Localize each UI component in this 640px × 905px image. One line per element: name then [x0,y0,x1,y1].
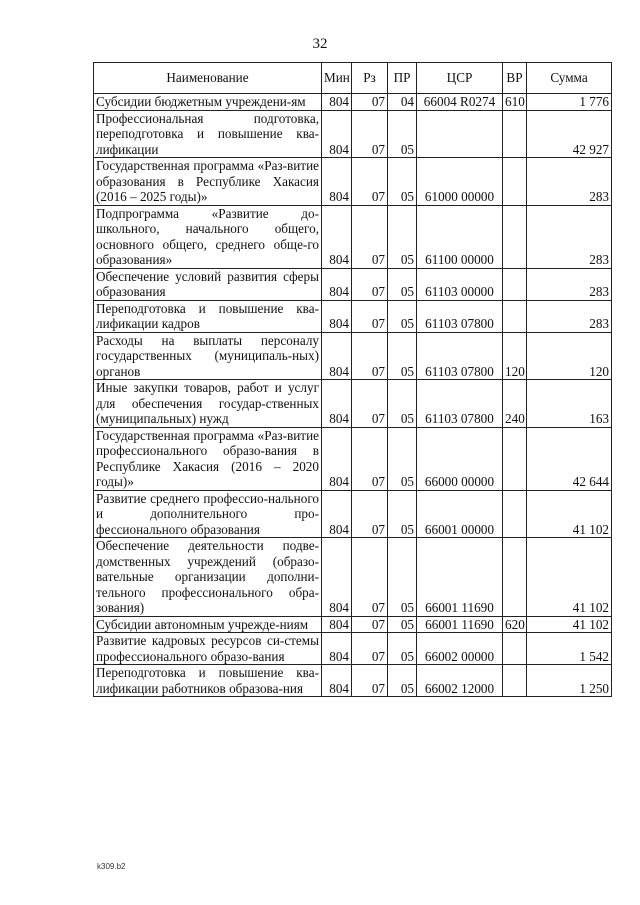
footer-code: k309.b2 [97,862,126,871]
cell-csr: 66004 R0274 [417,94,503,111]
cell-name: Профессиональная подготовка, переподготовка и повышение ква-лификации [94,110,322,158]
cell-name: Государственная программа «Раз-витие профессионального образо-вания в Республике Хакасия (2016 – 2020 годы)» [94,427,322,490]
cell-csr: 66001 11690 [417,538,503,617]
cell-csr: 66001 11690 [417,616,503,633]
cell-min: 804 [322,490,352,538]
cell-sum: 42 927 [527,110,612,158]
cell-min: 804 [322,268,352,300]
cell-pr: 05 [388,110,417,158]
table-row [94,380,612,428]
cell-rz: 07 [352,490,388,538]
cell-vr [503,427,527,490]
cell-pr: 05 [388,205,417,268]
cell-vr [503,110,527,158]
table-row [94,94,612,111]
cell-pr: 05 [388,490,417,538]
cell-name: Обеспечение деятельности подве-домственных учреждений (образо-вательные организации дополни-тельного профессионального обра-зования) [94,538,322,617]
cell-min: 804 [322,616,352,633]
cell-rz: 07 [352,616,388,633]
cell-rz: 07 [352,158,388,206]
cell-min: 804 [322,380,352,428]
cell-sum: 163 [527,380,612,428]
cell-vr [503,205,527,268]
cell-min: 804 [322,427,352,490]
table-row [94,538,612,617]
cell-min: 804 [322,332,352,380]
cell-pr: 05 [388,158,417,206]
cell-min: 804 [322,94,352,111]
cell-sum: 42 644 [527,427,612,490]
cell-rz: 07 [352,268,388,300]
cell-min: 804 [322,158,352,206]
header-sum: Сумма [527,63,612,94]
table-row [94,205,612,268]
cell-rz: 07 [352,110,388,158]
cell-pr: 05 [388,427,417,490]
table-row [94,158,612,206]
cell-sum: 283 [527,158,612,206]
cell-sum: 1 776 [527,94,612,111]
cell-pr: 05 [388,633,417,665]
cell-sum: 120 [527,332,612,380]
cell-sum: 283 [527,268,612,300]
cell-pr: 05 [388,332,417,380]
cell-sum: 1 250 [527,665,612,697]
cell-vr [503,158,527,206]
cell-sum: 283 [527,205,612,268]
table-row [94,268,612,300]
cell-name: Субсидии автономным учрежде-ниям [94,616,322,633]
cell-csr: 61103 07800 [417,332,503,380]
cell-pr: 05 [388,616,417,633]
cell-name: Государственная программа «Раз-витие образования в Республике Хакасия (2016 – 2025 годы)» [94,158,322,206]
cell-name: Подпрограмма «Развитие до-школьного, начального общего, основного общего, среднего обще-го образования» [94,205,322,268]
cell-min: 804 [322,205,352,268]
cell-pr: 05 [388,380,417,428]
table-row [94,490,612,538]
cell-vr [503,665,527,697]
cell-rz: 07 [352,380,388,428]
cell-pr: 05 [388,300,417,332]
cell-rz: 07 [352,94,388,111]
cell-vr [503,633,527,665]
table-row [94,110,612,158]
cell-vr: 610 [503,94,527,111]
cell-vr: 120 [503,332,527,380]
table-header-row [94,63,612,94]
cell-vr: 620 [503,616,527,633]
table-row [94,665,612,697]
cell-vr [503,538,527,617]
header-name: Наименование [94,63,322,94]
cell-rz: 07 [352,205,388,268]
cell-vr: 240 [503,380,527,428]
cell-vr [503,268,527,300]
cell-sum: 283 [527,300,612,332]
cell-sum: 41 102 [527,538,612,617]
cell-pr: 05 [388,268,417,300]
cell-pr: 04 [388,94,417,111]
cell-csr: 66001 00000 [417,490,503,538]
cell-rz: 07 [352,665,388,697]
cell-name: Развитие среднего профессио-нального и дополнительного про-фессионального образования [94,490,322,538]
table-row [94,427,612,490]
cell-csr [417,110,503,158]
cell-vr [503,300,527,332]
table-row [94,300,612,332]
cell-name: Развитие кадровых ресурсов си-стемы профессионального образо-вания [94,633,322,665]
cell-name: Переподготовка и повышение ква-лификации работников образова-ния [94,665,322,697]
cell-rz: 07 [352,427,388,490]
cell-csr: 66002 12000 [417,665,503,697]
budget-table [93,62,612,697]
header-min: Мин [322,63,352,94]
cell-csr: 61100 00000 [417,205,503,268]
cell-pr: 05 [388,538,417,617]
cell-name: Расходы на выплаты персоналу государственных (муниципаль-ных) органов [94,332,322,380]
cell-min: 804 [322,300,352,332]
cell-csr: 61103 00000 [417,268,503,300]
cell-min: 804 [322,538,352,617]
page-number: 32 [312,36,328,52]
cell-sum: 41 102 [527,490,612,538]
cell-min: 804 [322,633,352,665]
cell-csr: 61103 07800 [417,380,503,428]
table-row [94,616,612,633]
cell-csr: 61000 00000 [417,158,503,206]
cell-rz: 07 [352,300,388,332]
cell-min: 804 [322,110,352,158]
cell-rz: 07 [352,538,388,617]
cell-name: Переподготовка и повышение ква-лификации кадров [94,300,322,332]
header-csr: ЦСР [417,63,503,94]
cell-min: 804 [322,665,352,697]
cell-name: Обеспечение условий развития сферы образования [94,268,322,300]
cell-vr [503,490,527,538]
cell-rz: 07 [352,633,388,665]
cell-pr: 05 [388,665,417,697]
cell-sum: 41 102 [527,616,612,633]
cell-csr: 66002 00000 [417,633,503,665]
table-row [94,633,612,665]
table-row [94,332,612,380]
cell-csr: 61103 07800 [417,300,503,332]
cell-sum: 1 542 [527,633,612,665]
header-rz: Рз [352,63,388,94]
cell-csr: 66000 00000 [417,427,503,490]
cell-name: Иные закупки товаров, работ и услуг для обеспечения государ-ственных (муниципальных) нужд [94,380,322,428]
header-vr: ВР [503,63,527,94]
header-pr: ПР [388,63,417,94]
cell-rz: 07 [352,332,388,380]
cell-name: Субсидии бюджетным учреждени-ям [94,94,322,111]
